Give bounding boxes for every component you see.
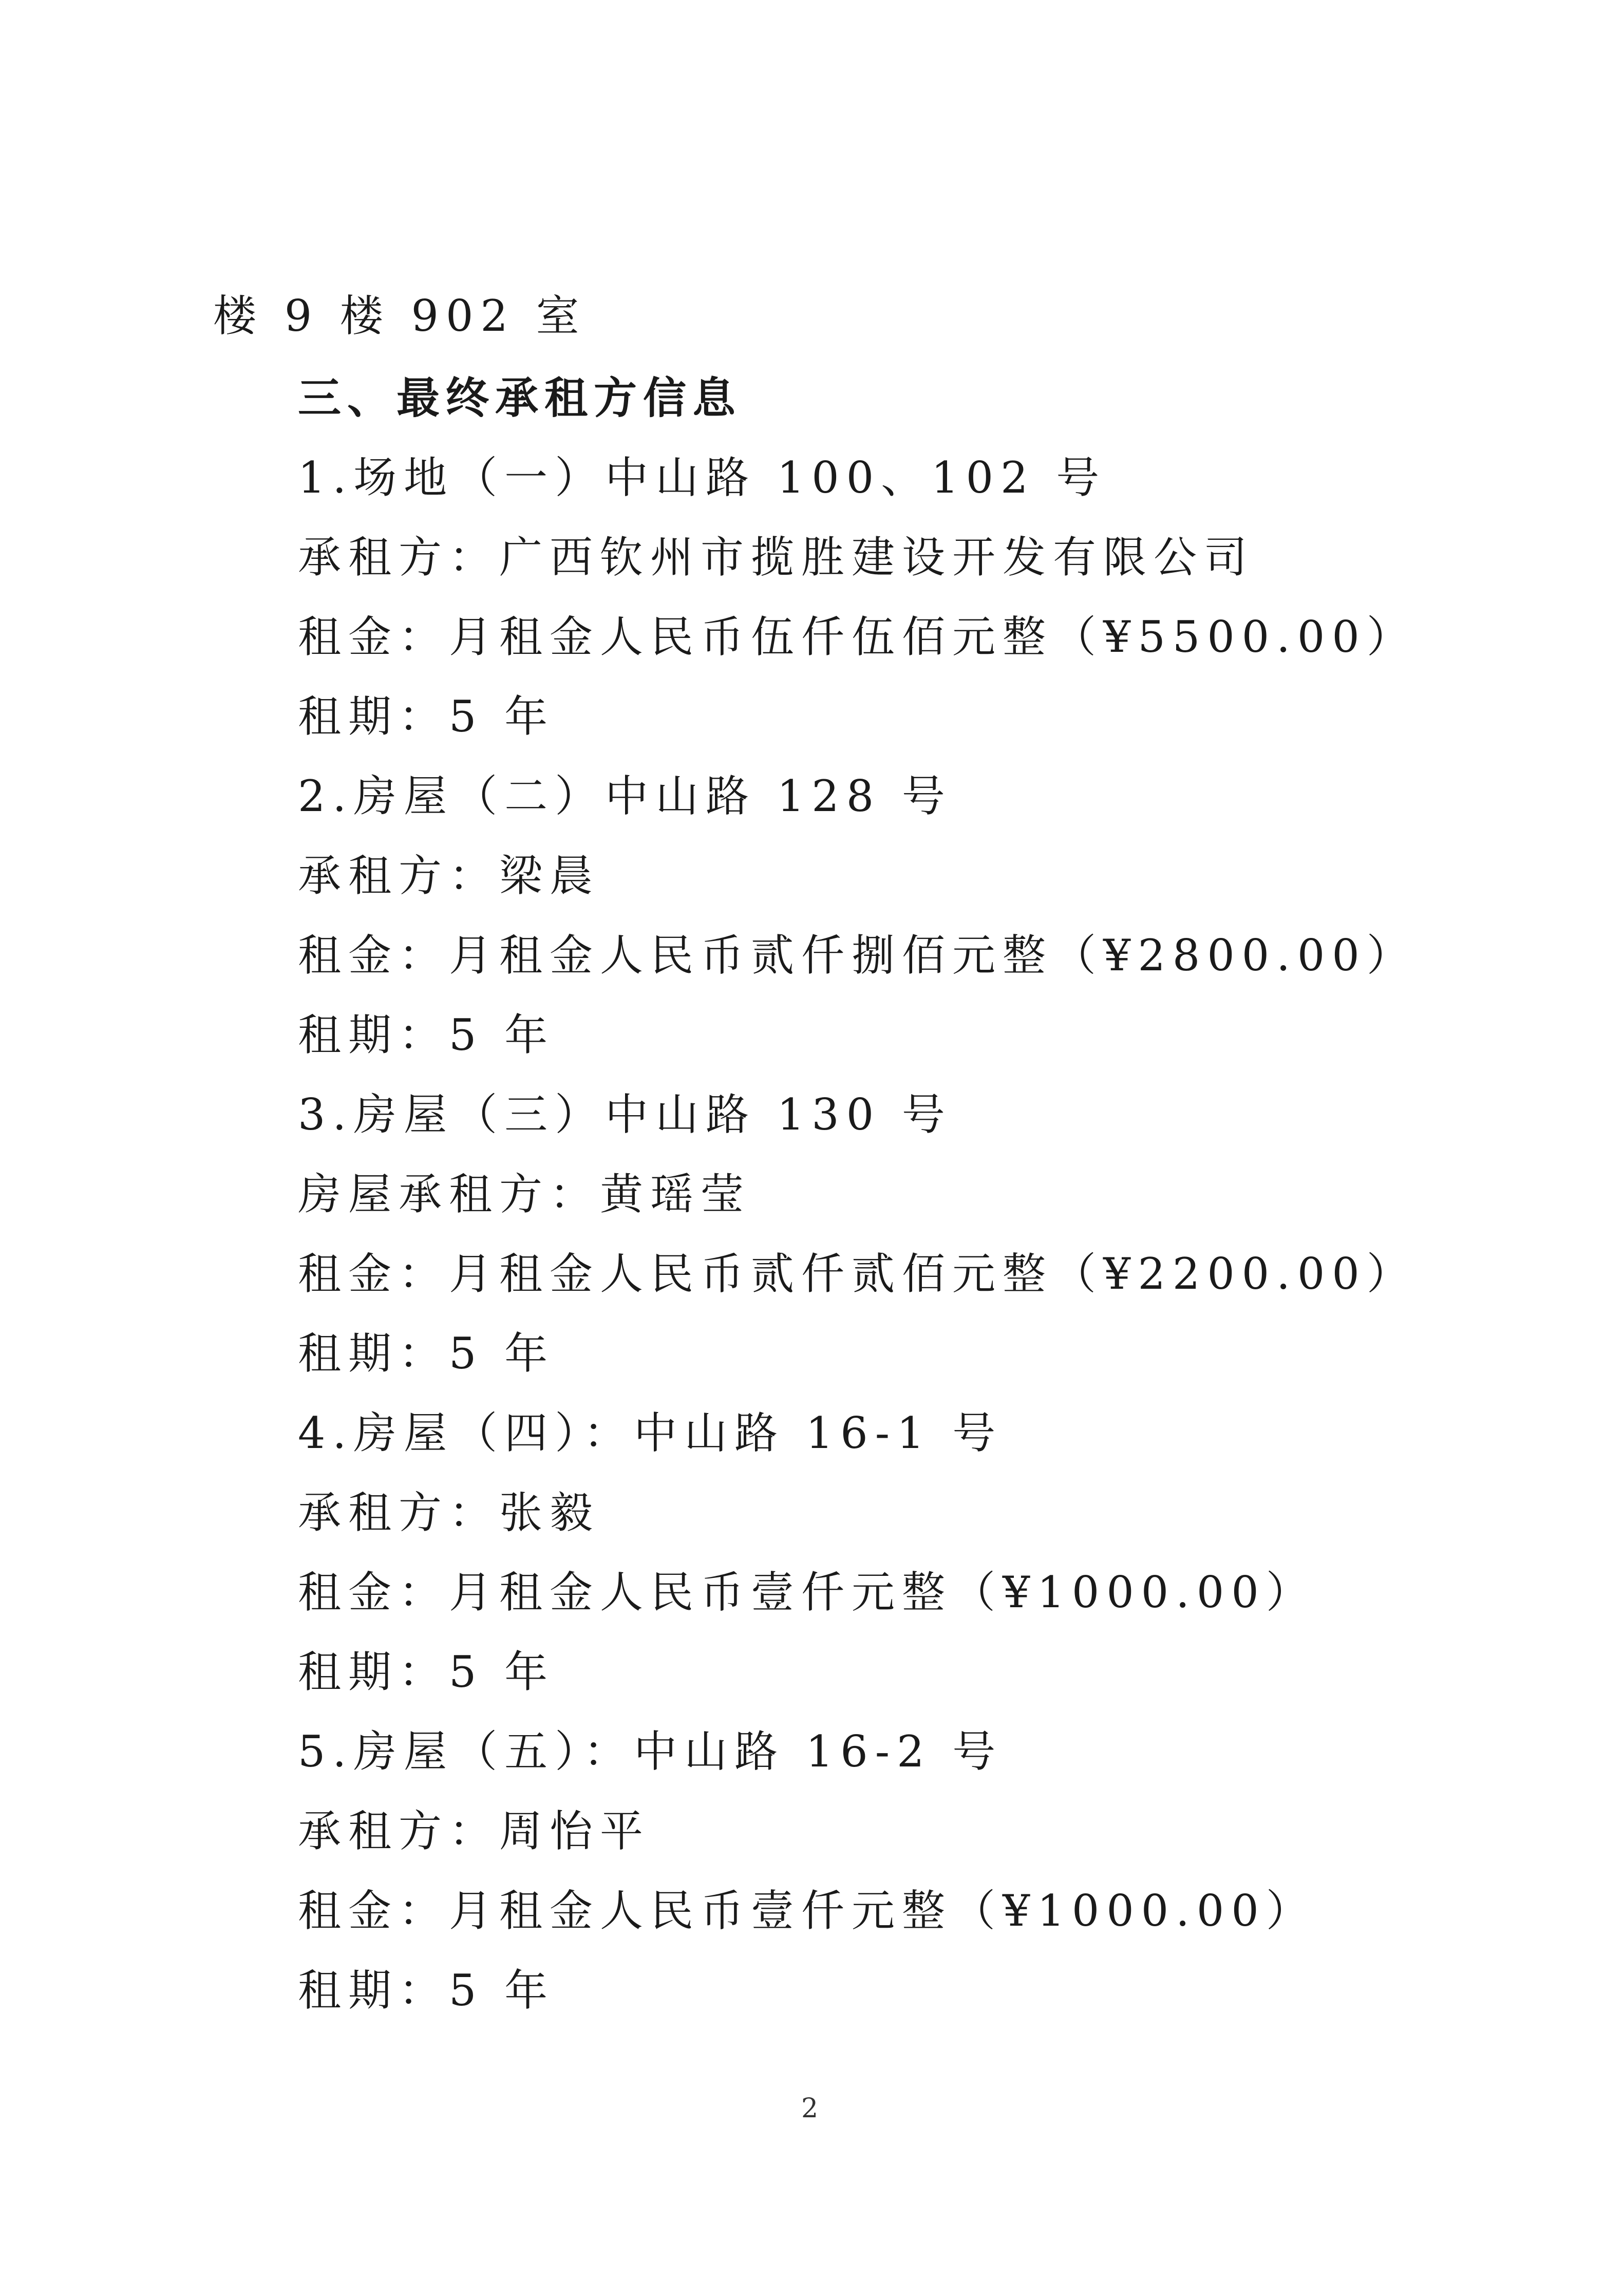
item-1-lessee: 承租方：广西钦州市揽胜建设开发有限公司 bbox=[298, 532, 1255, 582]
item-4-lessee: 承租方：张毅 bbox=[298, 1488, 600, 1538]
page-number: 2 bbox=[801, 2093, 819, 2124]
item-2-rent: 租金：月租金人民币贰仟捌佰元整（¥2800.00） bbox=[298, 930, 1417, 981]
item-3-rent: 租金：月租金人民币贰仟贰佰元整（¥2200.00） bbox=[298, 1249, 1417, 1299]
address-continuation: 楼 9 楼 902 室 bbox=[213, 291, 587, 341]
item-1-rent: 租金：月租金人民币伍仟伍佰元整（¥5500.00） bbox=[298, 612, 1417, 662]
item-3-term: 租期：5 年 bbox=[298, 1328, 555, 1379]
item-2-term: 租期：5 年 bbox=[298, 1010, 555, 1060]
item-5-term: 租期：5 年 bbox=[298, 1965, 555, 2016]
item-5-lessee: 承租方：周怡平 bbox=[298, 1806, 651, 1856]
item-2-lessee: 承租方：梁晨 bbox=[298, 851, 600, 901]
item-4-term: 租期：5 年 bbox=[298, 1647, 555, 1697]
item-4-title: 4.房屋（四）：中山路 16-1 号 bbox=[298, 1408, 1003, 1458]
item-2-title: 2.房屋（二）中山路 128 号 bbox=[298, 771, 952, 821]
item-3-lessee: 房屋承租方：黄瑶莹 bbox=[298, 1169, 751, 1219]
item-5-title: 5.房屋（五）：中山路 16-2 号 bbox=[298, 1726, 1003, 1777]
item-3-title: 3.房屋（三）中山路 130 号 bbox=[298, 1089, 952, 1140]
item-4-rent: 租金：月租金人民币壹仟元整（¥1000.00） bbox=[298, 1567, 1316, 1617]
item-1-term: 租期：5 年 bbox=[298, 691, 555, 742]
section-heading: 三、最终承租方信息 bbox=[298, 373, 742, 423]
item-1-title: 1.场地（一）中山路 100、102 号 bbox=[298, 453, 1107, 503]
item-5-rent: 租金：月租金人民币壹仟元整（¥1000.00） bbox=[298, 1886, 1316, 1936]
